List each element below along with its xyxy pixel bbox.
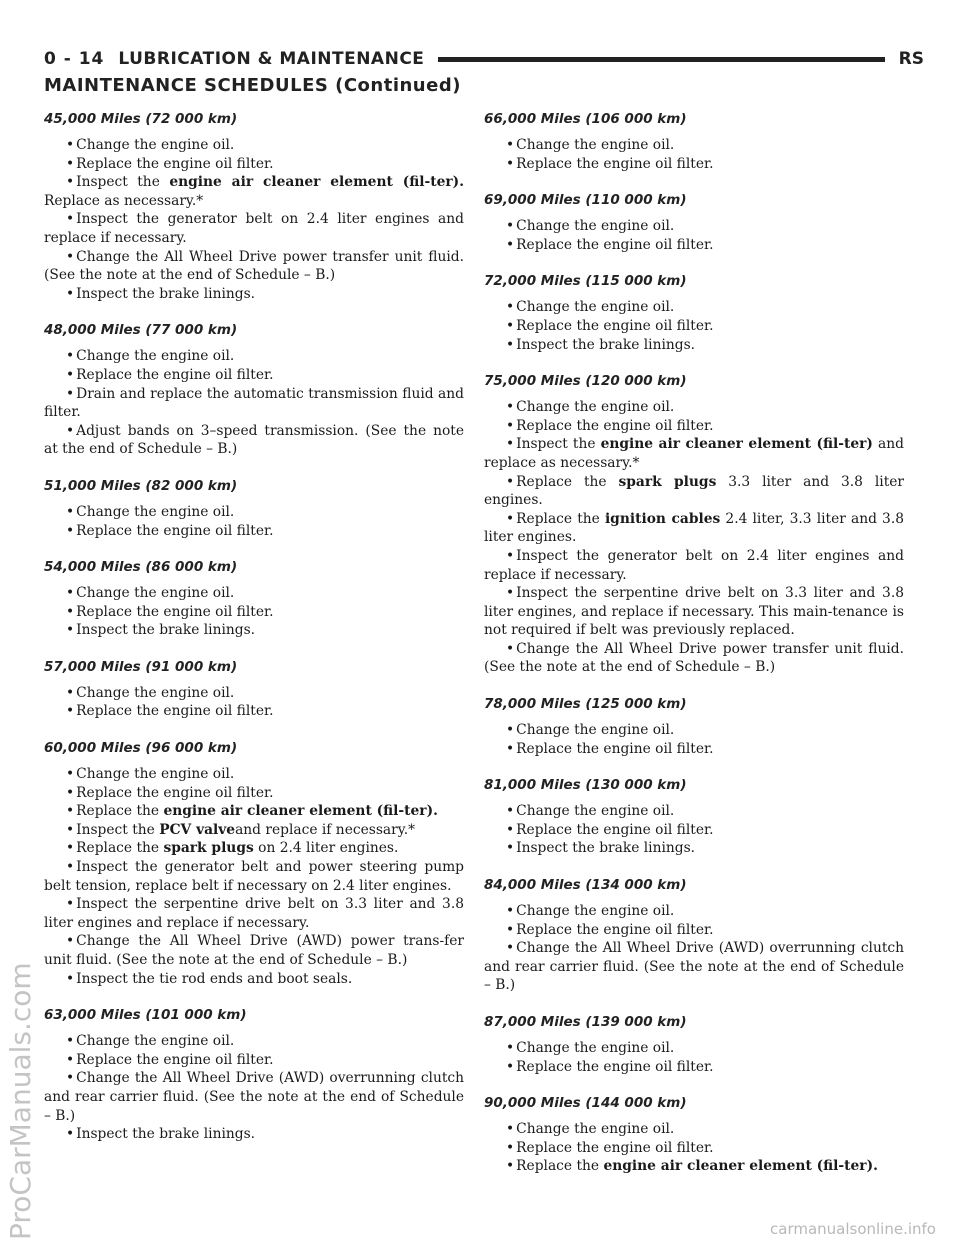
bullet-icon: •: [66, 896, 75, 913]
bullet-icon: •: [506, 137, 515, 153]
bold-term: spark plugs: [163, 840, 254, 857]
bullet-icon: •: [66, 859, 75, 876]
item-text: Change the All Wheel Drive power transfer unit fluid. (See the note at the end of Schedule – B.): [484, 640, 904, 676]
item-text: Change the engine oil.: [76, 503, 235, 520]
bullet-icon: •: [506, 740, 515, 757]
bold-term: engine air cleaner element (fil-ter).: [163, 803, 438, 820]
bold-term: spark plugs: [618, 473, 717, 490]
list-item: [484, 1157, 904, 1176]
item-text: Inspect the brake linings.: [516, 336, 696, 353]
list-item: [44, 155, 464, 174]
schedule-section: [44, 110, 464, 303]
list-item: [44, 821, 464, 840]
list-item: [44, 839, 464, 858]
schedule-section: [44, 1006, 464, 1144]
item-text: Replace the: [76, 803, 164, 820]
bullet-icon: •: [66, 155, 75, 172]
item-text: Inspect the brake linings.: [76, 285, 256, 302]
list-item: [484, 640, 904, 677]
item-text: Replace the engine oil filter.: [516, 921, 714, 938]
item-text: Change the engine oil.: [516, 1040, 675, 1056]
list-item: [484, 435, 904, 472]
bullet-icon: •: [506, 840, 515, 857]
item-text: Replace the engine oil filter.: [516, 236, 714, 253]
section-heading: 54,000 Miles (86 000 km): [44, 559, 238, 576]
bullet-icon: •: [66, 1126, 75, 1143]
list-item: [44, 248, 464, 285]
item-text: Inspect the brake linings.: [516, 840, 696, 857]
section-heading: 51,000 Miles (82 000 km): [44, 477, 238, 494]
item-text: Change the engine oil.: [76, 766, 235, 783]
bullet-icon: •: [66, 285, 75, 302]
list-item: [44, 1032, 464, 1051]
list-item: [484, 921, 904, 940]
section-heading: 63,000 Miles (101 000 km): [44, 1007, 247, 1024]
model-code: RS: [898, 49, 924, 69]
item-text: Change the All Wheel Drive (AWD) overrunning clutch and rear carrier fluid. (See the note at the end of Schedule – B.): [484, 940, 904, 994]
bullet-icon: •: [506, 903, 515, 920]
bullet-icon: •: [506, 399, 515, 416]
list-item: [484, 1139, 904, 1158]
list-item: [484, 1120, 904, 1139]
item-text: Inspect the serpentine drive belt on 3.3 liter and 3.8 liter engines, and replace if necessary. This main-tenance is not required if belt was previously replaced.: [484, 585, 904, 639]
section-heading: 78,000 Miles (125 000 km): [484, 696, 687, 713]
section-heading: 69,000 Miles (110 000 km): [484, 192, 687, 209]
item-text: Inspect the generator belt and power steering pump belt tension, replace belt if necessary on 2.4 liter engines.: [44, 859, 464, 894]
schedule-section: [44, 658, 464, 721]
bullet-icon: •: [66, 1033, 75, 1050]
bullet-icon: •: [66, 933, 75, 950]
list-item: [484, 473, 904, 510]
list-item: [484, 236, 904, 255]
item-text: Inspect the brake linings.: [76, 622, 256, 639]
list-item: [484, 939, 904, 995]
item-text: Replace the engine oil filter.: [76, 1051, 274, 1068]
list-item: [484, 547, 904, 584]
item-text: Replace the engine oil filter.: [76, 155, 274, 172]
bullet-icon: •: [506, 640, 515, 657]
bold-term: engine air cleaner element (fil-ter).: [603, 1158, 878, 1175]
right-column: [484, 110, 904, 1194]
item-text: Replace the engine oil filter.: [516, 317, 714, 334]
page-header: [44, 44, 924, 74]
schedule-section: [484, 191, 904, 254]
item-text: Replace the: [516, 473, 619, 490]
list-item: [44, 702, 464, 721]
bullet-icon: •: [66, 603, 75, 620]
item-text: Inspect the: [76, 821, 160, 838]
item-text: Inspect the generator belt on 2.4 liter engines and replace if necessary.: [44, 211, 464, 246]
bold-term: PCV valve: [159, 821, 236, 838]
item-text: Replace the: [76, 840, 164, 857]
bullet-icon: •: [506, 510, 515, 527]
list-item: [44, 1069, 464, 1125]
chapter-title: LUBRICATION & MAINTENANCE: [118, 49, 425, 69]
bullet-icon: •: [66, 840, 75, 857]
bullet-icon: •: [506, 155, 515, 172]
item-text: Replace the engine oil filter.: [516, 1139, 714, 1156]
list-item: [484, 298, 904, 317]
bullet-icon: •: [506, 722, 515, 739]
bullet-icon: •: [66, 803, 75, 820]
list-item: [44, 765, 464, 784]
header-rule: [438, 57, 884, 62]
list-item: [484, 802, 904, 821]
item-text: Change the engine oil.: [516, 218, 675, 235]
item-text: 3.3 liter and 3.8 liter engines.: [484, 473, 904, 509]
list-item: [484, 721, 904, 740]
schedule-section: [484, 1094, 904, 1176]
list-item: [484, 821, 904, 840]
item-text: on 2.4 liter engines.: [253, 840, 399, 857]
list-item: [44, 522, 464, 541]
item-text: and replace if necessary.*: [235, 821, 415, 838]
item-text: Replace the engine oil filter.: [76, 784, 274, 801]
item-text: Adjust bands on 3–speed transmission. (See the note at the end of Schedule – B.): [44, 422, 464, 458]
section-heading: 48,000 Miles (77 000 km): [44, 322, 238, 339]
item-text: Change the All Wheel Drive power transfer unit fluid. (See the note at the end of Schedule – B.): [44, 248, 464, 284]
item-text: Inspect the brake linings.: [76, 1126, 256, 1143]
schedule-section: [484, 776, 904, 858]
bullet-icon: •: [66, 703, 75, 720]
item-text: Change the engine oil.: [516, 299, 675, 316]
section-heading: 72,000 Miles (115 000 km): [484, 273, 687, 290]
list-item: [44, 970, 464, 989]
list-item: [484, 839, 904, 858]
bullet-icon: •: [66, 366, 75, 383]
bullet-icon: •: [66, 684, 75, 701]
bold-term: ignition cables: [604, 510, 721, 527]
side-watermark: ProCarManuals.com: [4, 962, 37, 1240]
item-text: Replace the: [516, 510, 605, 527]
list-item: [484, 398, 904, 417]
schedule-section: [484, 272, 904, 354]
item-text: Change the engine oil.: [76, 1033, 235, 1050]
schedule-section: [44, 739, 464, 988]
schedule-section: [484, 876, 904, 995]
list-item: [44, 684, 464, 703]
list-item: [44, 802, 464, 821]
bullet-icon: •: [66, 503, 75, 520]
item-text: Replace the engine oil filter.: [76, 366, 274, 383]
item-text: Change the engine oil.: [516, 137, 675, 153]
list-item: [44, 385, 464, 422]
item-text: Replace the: [516, 1158, 604, 1175]
item-text: Inspect the: [516, 436, 601, 453]
list-item: [484, 417, 904, 436]
section-heading: 66,000 Miles (106 000 km): [484, 111, 687, 127]
item-text: Replace the engine oil filter.: [516, 155, 714, 172]
bullet-icon: •: [506, 921, 515, 938]
bullet-icon: •: [66, 1051, 75, 1068]
section-heading: 45,000 Miles (72 000 km): [44, 111, 238, 127]
list-item: [44, 603, 464, 622]
bullet-icon: •: [66, 970, 75, 987]
bullet-icon: •: [66, 622, 75, 639]
item-text: Replace the engine oil filter.: [516, 417, 714, 434]
bullet-icon: •: [506, 1040, 515, 1056]
list-item: [484, 902, 904, 921]
schedule-section: [44, 477, 464, 540]
list-item: [484, 317, 904, 336]
item-text: Change the engine oil.: [516, 903, 675, 920]
section-heading: 87,000 Miles (139 000 km): [484, 1014, 687, 1030]
item-text: Replace the engine oil filter.: [516, 740, 714, 757]
bullet-icon: •: [66, 422, 75, 439]
bullet-icon: •: [506, 417, 515, 434]
item-text: Change the All Wheel Drive (AWD) power trans-fer unit fluid. (See the note at the end of Schedule – B.): [44, 933, 464, 968]
item-text: and replace as necessary.*: [484, 436, 904, 471]
bullet-icon: •: [66, 784, 75, 801]
schedule-section: [484, 1013, 904, 1076]
list-item: [484, 336, 904, 355]
schedule-section: [484, 110, 904, 173]
schedule-section: [44, 321, 464, 459]
item-text: Inspect the: [76, 174, 170, 191]
bullet-icon: •: [66, 1070, 75, 1087]
list-item: [44, 932, 464, 969]
item-text: Change the engine oil.: [516, 399, 675, 416]
list-item: [44, 858, 464, 895]
list-item: [484, 510, 904, 547]
list-item: [484, 155, 904, 174]
list-item: [484, 217, 904, 236]
list-item: [484, 584, 904, 640]
bullet-icon: •: [506, 1139, 515, 1156]
bullet-icon: •: [66, 348, 75, 365]
bold-term: engine air cleaner element (fil-ter).: [169, 174, 464, 191]
item-text: 2.4 liter, 3.3 liter and 3.8 liter engines.: [484, 510, 904, 546]
bullet-icon: •: [66, 522, 75, 539]
bullet-icon: •: [66, 766, 75, 783]
item-text: Inspect the tie rod ends and boot seals.: [76, 970, 353, 987]
bullet-icon: •: [506, 803, 515, 820]
item-text: Change the engine oil.: [516, 803, 675, 820]
bullet-icon: •: [506, 1121, 515, 1138]
item-text: Drain and replace the automatic transmission fluid and filter.: [44, 385, 464, 421]
list-item: [44, 347, 464, 366]
section-heading: 90,000 Miles (144 000 km): [484, 1095, 687, 1112]
bullet-icon: •: [66, 174, 75, 191]
item-text: Change the engine oil.: [76, 684, 235, 701]
bullet-icon: •: [506, 547, 515, 564]
bullet-icon: •: [66, 211, 75, 228]
list-item: [44, 784, 464, 803]
list-item: [44, 1125, 464, 1144]
bullet-icon: •: [506, 436, 515, 453]
item-text: Change the engine oil.: [516, 722, 675, 739]
item-text: Replace the engine oil filter.: [516, 821, 714, 838]
page-number: 0 - 14: [44, 49, 105, 69]
list-item: [484, 740, 904, 759]
bullet-icon: •: [506, 940, 515, 957]
section-heading: 75,000 Miles (120 000 km): [484, 373, 687, 390]
item-text: Replace the engine oil filter.: [76, 603, 274, 620]
item-text: Replace the engine oil filter.: [516, 1058, 714, 1075]
page-title: MAINTENANCE SCHEDULES (Continued): [44, 75, 461, 96]
list-item: [44, 285, 464, 304]
item-text: Change the All Wheel Drive (AWD) overrunning clutch and rear carrier fluid. (See the note at the end of Schedule – B.): [44, 1070, 464, 1124]
list-item: [44, 1051, 464, 1070]
bottom-watermark: carmanualsonline.info: [770, 1220, 936, 1238]
section-heading: 60,000 Miles (96 000 km): [44, 740, 238, 757]
item-text: Replace as necessary.*: [44, 192, 204, 209]
section-heading: 81,000 Miles (130 000 km): [484, 777, 687, 794]
bullet-icon: •: [506, 473, 515, 490]
list-item: [44, 503, 464, 522]
bullet-icon: •: [506, 1058, 515, 1075]
section-heading: 57,000 Miles (91 000 km): [44, 658, 238, 675]
bullet-icon: •: [66, 248, 75, 265]
list-item: [44, 621, 464, 640]
list-item: [44, 173, 464, 210]
list-item: [484, 1058, 904, 1077]
item-text: Change the engine oil.: [76, 585, 235, 602]
bullet-icon: •: [66, 137, 75, 153]
item-text: Replace the engine oil filter.: [76, 522, 274, 539]
section-heading: 84,000 Miles (134 000 km): [484, 877, 687, 894]
left-column: [44, 110, 464, 1162]
list-item: [484, 1039, 904, 1058]
list-item: [44, 366, 464, 385]
list-item: [44, 422, 464, 459]
bullet-icon: •: [66, 585, 75, 602]
list-item: [44, 895, 464, 932]
item-text: Change the engine oil.: [76, 348, 235, 365]
bullet-icon: •: [506, 585, 515, 602]
list-item: [44, 584, 464, 603]
item-text: Inspect the serpentine drive belt on 3.3 liter and 3.8 liter engines and replace if necessary.: [44, 896, 464, 931]
schedule-section: [484, 695, 904, 758]
schedule-section: [44, 558, 464, 640]
bold-term: engine air cleaner element (fil-ter): [600, 436, 873, 453]
bullet-icon: •: [506, 218, 515, 235]
schedule-section: [484, 372, 904, 677]
item-text: Inspect the generator belt on 2.4 liter engines and replace if necessary.: [484, 547, 904, 583]
bullet-icon: •: [506, 336, 515, 353]
bullet-icon: •: [66, 821, 75, 838]
bullet-icon: •: [506, 236, 515, 253]
bullet-icon: •: [506, 1158, 515, 1175]
list-item: [44, 136, 464, 155]
list-item: [484, 136, 904, 155]
item-text: Change the engine oil.: [516, 1121, 675, 1138]
item-text: Change the engine oil.: [76, 137, 235, 153]
item-text: Replace the engine oil filter.: [76, 703, 274, 720]
bullet-icon: •: [506, 821, 515, 838]
bullet-icon: •: [66, 385, 75, 402]
bullet-icon: •: [506, 317, 515, 334]
bullet-icon: •: [506, 299, 515, 316]
list-item: [44, 210, 464, 247]
